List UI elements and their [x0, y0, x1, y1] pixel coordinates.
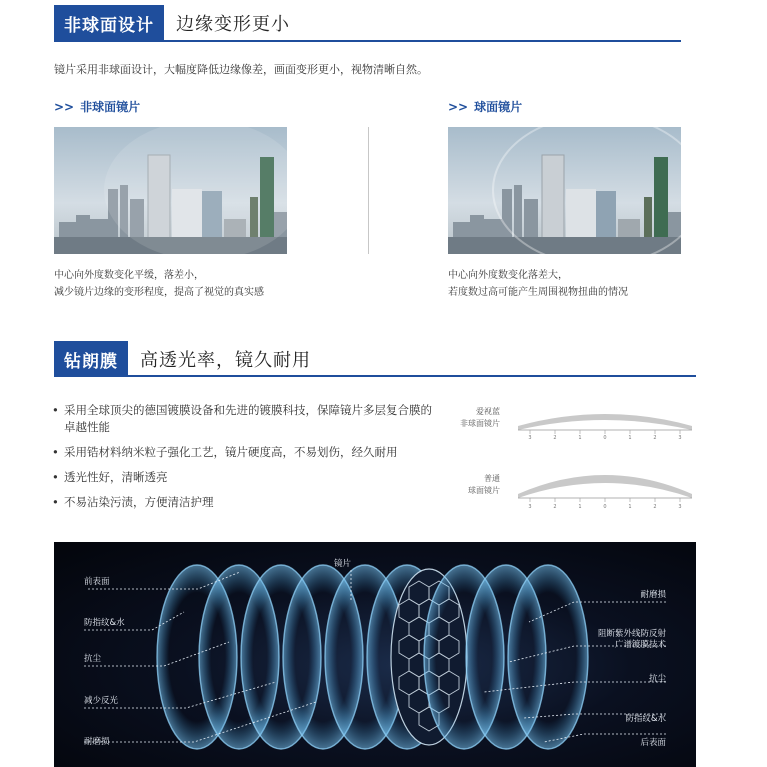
city-photo-aspheric [54, 127, 287, 254]
gauge-label-line2: 非球面镜片 [460, 419, 500, 428]
gauge-label-aspheric [440, 406, 500, 430]
gauge-tick: 3 [678, 504, 682, 510]
curvature-gauge-aspheric [516, 400, 694, 440]
layer-label-wear-resistant-right: 耐磨损 [640, 590, 666, 600]
section-subtitle: 边缘变形更小 [176, 14, 290, 35]
aspheric-title [54, 98, 140, 115]
section-rule [54, 375, 696, 377]
layer-label-anti-fingerprint: 防指纹&水 [84, 618, 125, 628]
layer-label-anti-dust: 抗尘 [84, 654, 102, 664]
gauge-tick: 1 [628, 435, 632, 440]
section-badge: 钻朗膜 [54, 341, 128, 377]
gauge-tick: 1 [578, 504, 582, 510]
gauge-tick: 2 [653, 435, 657, 440]
gauge-tick: 2 [553, 504, 557, 510]
aspheric-caption [54, 267, 264, 301]
compare-divider [368, 127, 369, 254]
section-header-coating [54, 341, 311, 377]
gauge-label-line1: 爱视蓝 [476, 407, 500, 416]
layer-label-anti-reflection: 减少反光 [84, 696, 119, 706]
layer-label-uv-block [598, 629, 666, 651]
aspheric-caption-line1: 中心向外度数变化平缓，落差小， [54, 270, 204, 281]
double-chevron-icon: >> [448, 100, 469, 114]
layer-label-wear-resistant: 耐磨损 [84, 737, 110, 747]
gauge-tick: 0 [603, 504, 607, 510]
layer-label-uv-block-line1: 阻断紫外线防反射 [597, 629, 666, 639]
list-item: • 不易沾染污渍，方便清洁护理 [52, 494, 432, 511]
gauge-tick: 2 [553, 435, 557, 440]
intro-text: 镜片采用非球面设计，大幅度降低边缘像差，画面变形更小，视物清晰自然。 [54, 63, 428, 76]
gauge-tick: 1 [628, 504, 632, 510]
spheric-caption-line2: 若度数过高可能产生周围视物扭曲的情况 [448, 287, 628, 298]
gauge-tick: 0 [603, 435, 607, 440]
gauge-tick: 3 [678, 435, 682, 440]
curvature-gauge-spheric [516, 462, 694, 510]
aspheric-title-label: 非球面镜片 [80, 100, 141, 114]
city-photo-spheric [448, 127, 681, 254]
layer-label-back-surface: 后表面 [640, 738, 666, 748]
gauge-tick: 3 [528, 435, 532, 440]
spheric-caption-line1: 中心向外度数变化落差大， [448, 270, 568, 281]
section-rule [54, 40, 681, 42]
double-chevron-icon: >> [54, 100, 75, 114]
section-header-aspheric [54, 5, 290, 41]
layer-label-anti-fingerprint-right: 防指纹&水 [625, 714, 666, 724]
gauge-label-spheric [440, 473, 500, 497]
lens-layers-illustration [54, 542, 696, 767]
layer-label-uv-block-line2: 广谱镀膜技术 [614, 640, 666, 650]
section-subtitle: 高透光率，镜久耐用 [140, 350, 311, 371]
aspheric-caption-line2: 减少镜片边缘的变形程度，提高了视觉的真实感 [54, 287, 264, 298]
gauge-label-line1: 普通 [484, 474, 500, 483]
gauge-tick: 3 [528, 504, 532, 510]
gauge-tick: 2 [653, 504, 657, 510]
layer-label-lens: 镜片 [334, 559, 352, 569]
gauge-label-line2: 球面镜片 [468, 486, 500, 495]
spheric-caption [448, 267, 628, 301]
list-item: • 采用锆材料纳米粒子强化工艺，镜片硬度高，不易划伤，经久耐用 [52, 444, 432, 461]
list-item: • 采用全球顶尖的德国镀膜设备和先进的镀膜科技，保障镜片多层复合膜的卓越性能 [52, 402, 432, 436]
feature-list [52, 402, 432, 519]
layer-label-anti-dust-right: 抗尘 [648, 674, 666, 684]
spheric-title [448, 98, 522, 115]
section-badge: 非球面设计 [54, 5, 164, 41]
list-item: • 透光性好，清晰透亮 [52, 469, 432, 486]
gauge-tick: 1 [578, 435, 582, 440]
layer-label-front-surface: 前表面 [84, 577, 110, 587]
spheric-title-label: 球面镜片 [474, 100, 523, 114]
